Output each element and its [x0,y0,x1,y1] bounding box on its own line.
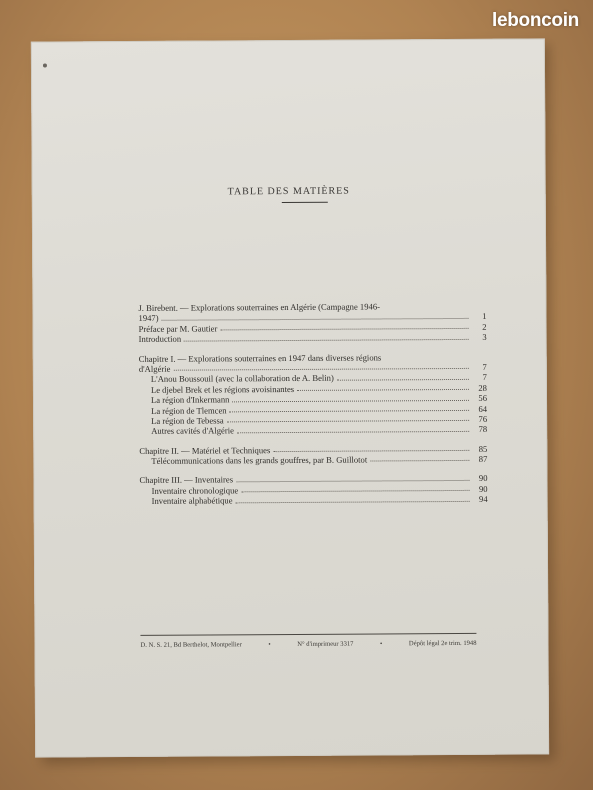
toc-leader-dots [236,499,470,503]
toc-page-number: 94 [478,494,488,505]
toc-page-number: 85 [478,443,488,454]
toc-entry [139,332,487,345]
toc-entry-title: La région d'Inkermann [150,394,230,405]
toc-entry-title: Inventaire chronologique [151,485,239,496]
toc-page-number: 56 [478,392,488,403]
toc-leader-dots [221,326,469,331]
toc-page-number: 78 [478,424,488,435]
toc-entry-title: d'Algérie [138,363,171,374]
toc-entry [139,454,487,467]
toc-page-number: 87 [478,453,488,464]
toc-leader-dots [232,397,469,401]
toc-entry-title: Chapitre III. — Inventaires [139,474,234,486]
toc-leader-dots [229,408,469,412]
page-title: TABLE DES MATIÈRES [227,185,350,198]
toc-page-number: 3 [482,331,487,342]
toc-page-number: 2 [482,321,487,332]
colophon-legal-deposit: Dépôt légal 2e trim. 1948 [408,639,477,648]
toc-leader-dots [174,366,469,371]
toc-entry-title: La région de Tlemcen [151,404,227,416]
colophon-separator: • [268,641,271,649]
toc-entry-title: La région de Tebessa [151,415,224,426]
toc-entry-title: Autres cavités d'Algérie [151,425,234,437]
toc-entry [140,494,488,507]
leboncoin-watermark: leboncoin [491,10,579,31]
toc-entry-title: J. Birebent. — Explorations souterraines en Algérie (Campagne 1946- [138,301,381,313]
toc-page-number: 1 [482,311,487,322]
colophon [140,640,476,649]
toc-entry-title: Introduction [138,333,182,345]
toc-leader-dots [227,418,469,422]
toc-entry-title: 1947) [138,313,159,324]
punch-hole [43,63,47,67]
toc-leader-dots [273,448,469,452]
toc-leader-dots [337,377,469,381]
toc-page-number: 76 [478,413,488,424]
toc-leader-dots [162,316,469,321]
colophon-printer: D. N. S. 21, Bd Berthelot, Montpellier [140,641,242,649]
toc-page-number: 90 [478,473,488,484]
toc-entry-title: Chapitre I. — Explorations souterraines en 1947 dans diverses régions [138,352,382,364]
toc-leader-dots [236,478,469,482]
toc-leader-dots [237,429,469,433]
toc-entry [139,424,487,437]
toc-page-number: 90 [478,483,488,494]
footer-rule [140,633,476,636]
toc-leader-dots [297,387,469,391]
toc-entry-title: Télécommunications dans les grands gouffres, par B. Guillotot [151,454,368,466]
document-page [31,38,549,757]
toc-entry-title: Le djebel Brek et les régions avoisinantes [150,383,295,395]
toc-page-number: 64 [478,403,488,414]
toc-entry-title: Préface par M. Gautier [138,323,218,334]
toc-entry-title: Inventaire alphabétique [151,495,233,507]
toc-page-number: 7 [482,372,487,383]
table-of-contents [138,301,487,507]
toc-leader-dots [370,458,469,462]
title-underline [282,202,328,203]
toc-page-number: 7 [482,361,487,372]
toc-entry-title: Chapitre II. — Matériel et Techniques [139,444,271,456]
toc-page-number: 28 [478,382,487,393]
toc-leader-dots [242,488,470,492]
colophon-printer-number: N° d'imprimeur 3317 [297,640,354,648]
toc-entry-title: L'Anou Boussouil (avec la collaboration de A. Belin) [150,373,334,385]
colophon-separator: • [380,640,383,648]
toc-leader-dots [184,336,469,341]
